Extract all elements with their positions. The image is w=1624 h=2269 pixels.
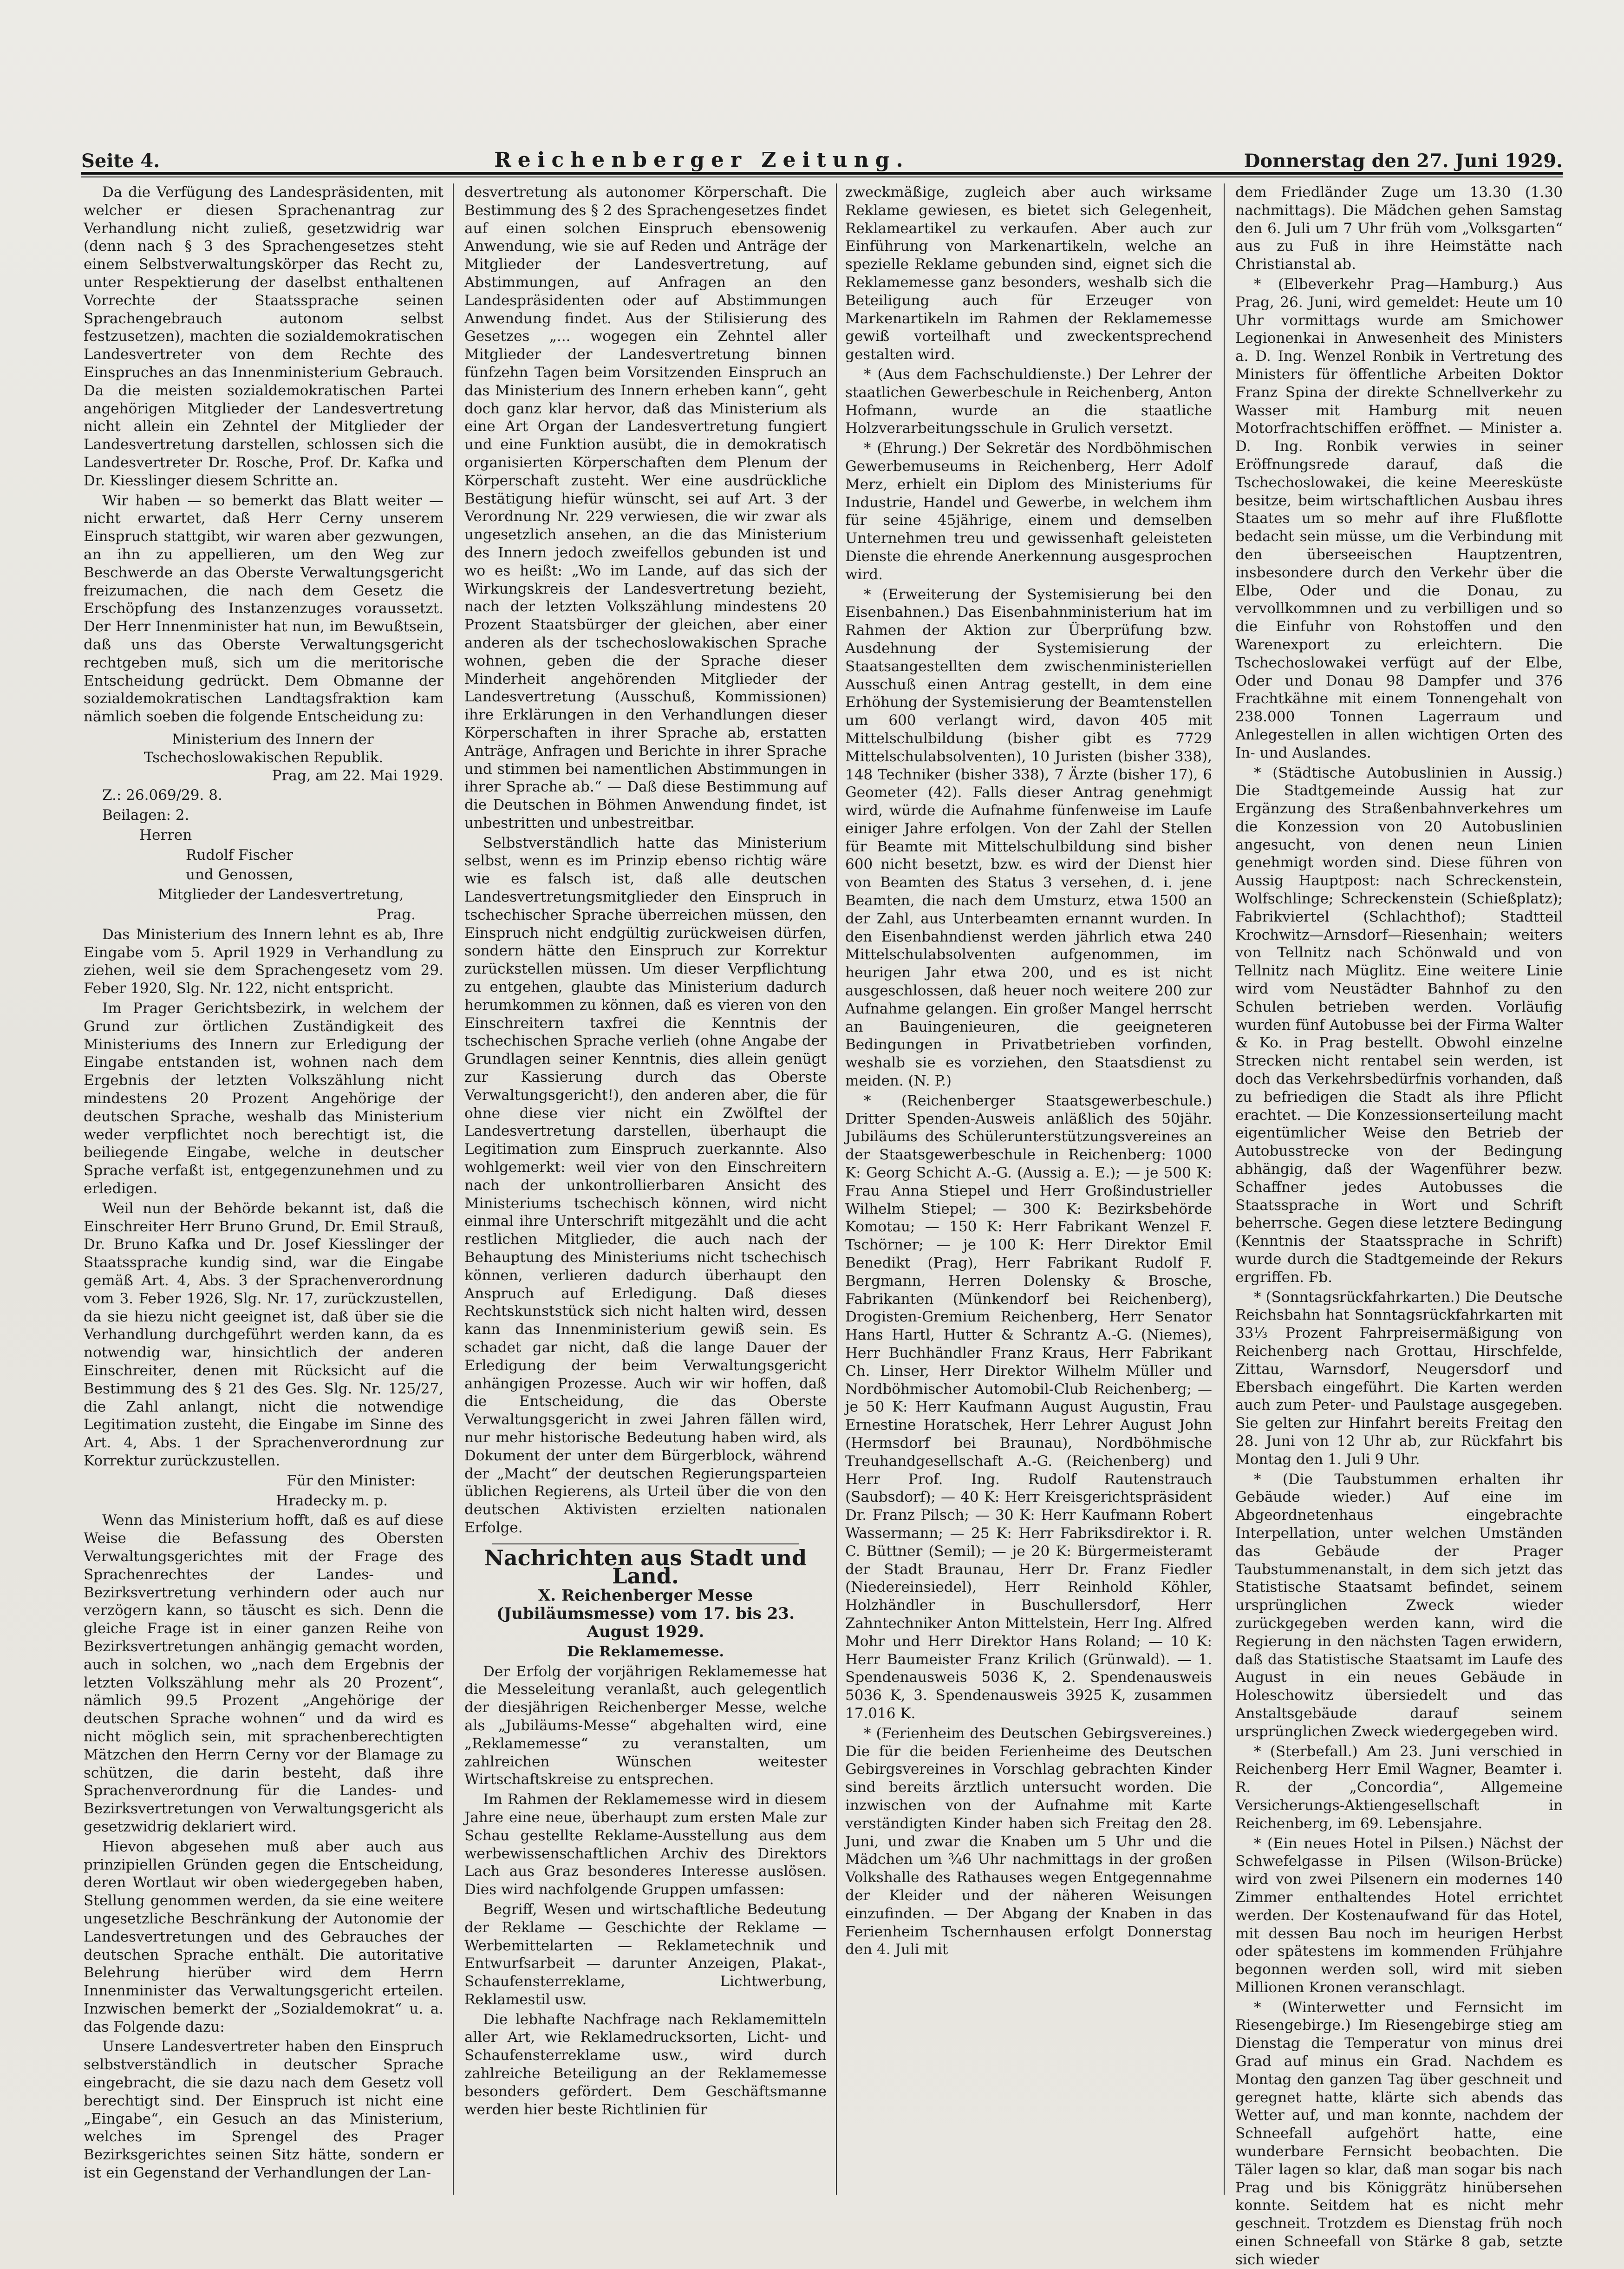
- news-item: * (Erweiterung der Systemisierung bei den Eisenbahnen.) Das Eisenbahnministerium hat im Rahmen der Aktion zur Überprüfung bzw. Ausdehnung der Systemisierung der Staatsangestellten dem zwischenministeriellen Ausschuß einen Antrag gestellt, in dem eine Erhöhung der Systemisierung der Beamtenstellen um 600 verlangt wird, davon 405 mit Mittelschulbildung (bisher gibt es 7729 Mittelschulabsolventen), 10 Juristen (bisher 338), 148 Techniker (bisher 338), 7 Ärzte (bisher 17), 6 Geometer (42). Falls dieser Antrag genehmigt wird, würde die Aufnahme fünfenweise im Laufe einiger Jahre erfolgen. Von der Zahl der Stellen für Beamte mit Mittelschulbildung sind bisher 600 nicht besetzt, bzw. es wird der Dienst hier von Beamten des Status 3 versehen, d. i. jene Beamten, die nach dem Umsturz, etwa 1500 an der Zahl, aus Unterbeamten ernannt wurden. In den Eisenbahndienst werden jährlich etwa 240 Mittelschulabsolventen aufgenommen, im heurigen Jahr etwa 200, und es ist nicht ausgeschlossen, daß heuer noch weitere 200 zur Aufnahme gelangen. Ein großer Mangel herrscht an Bauingenieuren, die geeigneteren Bedingungen in Privatbetrieben vorfinden, weshalb sie es vorziehen, den Staatsdienst zu meiden. (N. P.): [845, 586, 1212, 1090]
- section-divider: [492, 1543, 799, 1544]
- letter-sender: Ministerium des Innern der Tschechoslowakischen Republik.: [143, 731, 384, 766]
- article-paragraph: desvertretung als autonomer Körperschaft. Die Bestimmung des § 2 des Sprachengesetzes findet auf einen solchen Einspruch ebensowenig Anwendung, wie sie auf Reden und Anträge der Mitglieder der Landesvertretung, auf Abstimmungen, auf Anfragen an den Landespräsidenten oder auf Abstimmungen Anwendung findet. Aus der Stilisierung des Gesetzes „... wogegen ein Zehntel aller Mitglieder der Landesvertretung binnen fünfzehn Tagen beim Vorsitzenden Einspruch an das Ministerium des Innern erheben kann“, geht doch ganz klar hervor, daß das Ministerium als eine Art Organ der Landesvertretung fungiert und eine Funktion ausübt, die in demokratisch organisierten Körperschaften dem Plenum der Körperschaft zusteht. Wer eine ausdrückliche Bestätigung hiefür wünscht, sei auf Art. 3 der Verordnung Nr. 229 verwiesen, die wir zwar als ungesetzlich ansehen, an die das Ministerium des Innern jedoch zweifellos gebunden ist und wo es heißt: „Wo im Lande, auf das sich der Wirkungskreis der Landesvertretung bezieht, nach der letzten Volkszählung mindestens 20 Prozent Staatsbürger der gleichen, aber einer anderen als der tschechoslowakischen Sprache wohnen, geben die der Sprache dieser Minderheit angehörenden Mitglieder der Landesvertretung (Ausschuß, Kommissionen) ihre Erklärungen in den Verhandlungen dieser Körperschaften in ihrer Sprache ab, erstatten Anträge, Anfragen und Berichte in ihrer Sprache und stimmen bei namentlichen Abstimmungen in ihrer Sprache ab.“ — Daß diese Bestimmung auf die Deutschen in Böhmen Anwendung findet, ist unbestritten und unbestreitbar.: [464, 184, 827, 831]
- news-item: * (Ehrung.) Der Sekretär des Nordböhmischen Gewerbemuseums in Reichenberg, Herr Adolf Merz, erhielt ein Diplom des Ministeriums für Industrie, Handel und Gewerbe, in welchem ihm für seine 45jährige, einem und demselben Unternehmen treu und gewissenhaft geleisteten Dienste die ehrende Anerkennung ausgesprochen wird.: [845, 440, 1212, 583]
- article-paragraph: Begriff, Wesen und wirtschaftliche Bedeutung der Reklame — Geschichte der Reklame — Werbemittelarten — Reklametechnik und Entwurfsarbeit — darunter Anzeigen, Plakat-, Schaufensterreklame, Lichtwerbung, Reklamestil usw.: [464, 1901, 827, 2008]
- news-item: * (Reichenberger Staatsgewerbeschule.) Dritter Spenden-Ausweis anläßlich des 50jähr. Jubiläums des Schülerunterstützungsvereines an der Staatsgewerbeschule in Reichenberg: 1000 K: Georg Schicht A.-G. (Aussig a. E.); — je 500 K: Frau Anna Stiepel und Herr Großindustrieller Wilhelm Stiepel; — 300 K: Bezirksbehörde Komotau; — 150 K: Herr Fabrikant Wenzel F. Tschörner; — je 100 K: Herr Direktor Emil Benedikt (Prag), Herr Fabrikant Rudolf F. Bergmann, Herren Dolensky & Brosche, Fabrikanten (Münkendorf bei Reichenberg), Drogisten-Gremium Reichenberg, Herr Senator Hans Hartl, Hutter & Schrantz A.-G. (Niemes), Herr Buchhändler Franz Kraus, Herr Fabrikant Ch. Linser, Herr Direktor Wilhelm Müller und Nordböhmischer Automobil-Club Reichenberg; — je 50 K: Herr Kaufmann August Augustin, Frau Ernestine Horatschek, Herr Lehrer August John (Hermsdorf bei Braunau), Nordböhmische Treuhandgesellschaft A.-G. (Reichenberg) und Herr Prof. Ing. Rudolf Rautenstrauch (Saubsdorf); — 40 K: Herr Kreisgerichtspräsident Dr. Franz Pilsch; — 30 K: Herr Kaufmann Robert Wassermann; — 25 K: Herr Fabriksdirektor i. R. C. Büttner (Semil); — je 20 K: Bürgermeisteramt der Stadt Braunau, Herr Dr. Franz Fiedler (Niedereinsiedel), Herr Reinhold Köhler, Holzhändler in Buschullersdorf, Herr Zahntechniker Anton Mittelstein, Herr Ing. Alfred Mohr und Herr Direktor Hans Roland; — 10 K: Herr Baumeister Franz Krilich (Grünwald). — 1. Spendenausweis 5036 K, 2. Spendenausweis 5036 K, 3. Spendenausweis 3925 K, zusammen 17.016 K.: [845, 1092, 1212, 1722]
- column-2: [464, 183, 827, 2199]
- newspaper-title: Reichenberger Zeitung.: [494, 148, 910, 172]
- article-paragraph: Selbstverständlich hatte das Ministerium selbst, wenn es im Prinzip ebenso richtig wäre wie es falsch ist, daß alle deutschen Landesvertretungsmitglieder den Einspruch in tschechischer Sprache überreichen müssen, den Einspruch nicht endgültig zurückweisen dürfen, sondern hätte den Einspruch zur Korrektur zurückstellen müssen. Um dieser Verpflichtung zu entgehen, glaubte das Ministerium dadurch herumkommen zu können, daß es vieren von den Einschreitern taxfrei die Kenntnis der tschechischen Sprache verlieh (ohne Angabe der Grundlagen seiner Kenntnis, dies allein genügt zur Kassierung durch das Oberste Verwaltungsgericht!), den anderen aber, die für ohne diese vier nicht ein Zwölftel der Landesvertretung darstellen, überhaupt die Legitimation zum Einspruch zuerkannte. Also wohlgemerkt: weil vier von den Einschreitern nach der unkontrollierbaren Ansicht des Ministeriums tschechisch können, wird nicht einmal ihre Unterschrift mitgezählt und die acht restlichen Mitglieder, die auch nach der Behauptung des Ministeriums nicht tschechisch können, verlieren dadurch überhaupt den Anspruch auf Erledigung. Daß dieses Rechtskunststück sich nicht halten wird, dessen kann das Innenministerium gewiß sein. Es schadet gar nicht, daß die lange Dauer der Erledigung der beim Verwaltungsgericht anhängigen Prozesse. Auch wir wir hoffen, daß die Entscheidung, die das Oberste Verwaltungsgericht in zwei Jahren fällen wird, nur mehr historische Bedeutung haben wird, als Dokument der unter dem Bürgerblock, während der „Macht“ der deutschen Regierungsparteien üblichen Regierens, als Urteil über die von den deutschen Aktivisten erzielten nationalen Erfolge.: [464, 834, 827, 1536]
- article-paragraph: Im Rahmen der Reklamemesse wird in diesem Jahre eine neue, überhaupt zum ersten Male zur Schau gestellte Reklame-Ausstellung aus dem werbewissenschaftlichen Archiv des Direktors Lach aus Graz besonderes Interesse auslösen. Dies wird nachfolgende Gruppen umfassen:: [464, 1791, 827, 1898]
- news-item: * (Die Taubstummen erhalten ihr Gebäude wieder.) Auf eine im Abgeordnetenhaus eingebrachte Interpellation, unter welchen Umständen das Gebäude der Prager Taubstummenanstalt, in dem sich jetzt das Statistische Staatsamt befindet, seinem ursprünglichen Zweck wieder zurückgegeben werden kann, wird die Regierung in den nächsten Tagen erwidern, daß das Statistische Staatsamt im Laufe des August in ein neues Gebäude in Holeschowitz übersiedelt und das Anstaltsgebäude darauf seinem ursprünglichen Zweck wiedergegeben wird.: [1235, 1471, 1563, 1740]
- column-divider: [1224, 183, 1225, 2195]
- article-paragraph: Der Erfolg der vorjährigen Reklamemesse hat die Messeleitung veranlaßt, auch gelegentlich der diesjährigen Reichenberger Messe, welche als „Jubiläums-Messe“ abgehalten wird, eine „Reklamemesse“ zu veranstalten, um zahlreichen Wünschen weitester Wirtschaftskreise zu entsprechen.: [464, 1663, 827, 1788]
- news-item: * (Aus dem Fachschuldienste.) Der Lehrer der staatlichen Gewerbeschule in Reichenberg, Anton Hofmann, wurde an die staatliche Holzverarbeitungsschule in Grulich versetzt.: [845, 366, 1212, 437]
- page-header: [81, 139, 1563, 172]
- news-item: * (Sterbefall.) Am 23. Juni verschied in Reichenberg Herr Emil Wagner, Beamter i. R. der „Concordia“, Allgemeine Versicherungs-Aktiengesellschaft in Reichenberg, im 69. Lebensjahre.: [1235, 1743, 1563, 1832]
- article-paragraph: Die lebhafte Nachfrage nach Reklamemitteln aller Art, wie Reklamedrucksorten, Licht- und Schaufensterreklame usw., wird durch zahlreiche Beteiligung an der Reklamemesse besonders gefördert. Dem Geschäftsmanne werden hier beste Richtlinien für: [464, 2011, 827, 2118]
- column-divider: [453, 183, 454, 2195]
- letter-reference: Z.: 26.069/29. 8.: [102, 787, 222, 804]
- article-paragraph: zweckmäßige, zugleich aber auch wirksame Reklame gewiesen, es bietet sich Gelegenheit, Reklameartikel zu verkaufen. Aber auch zur Einführung von Markenartikeln, welche an spezielle Reklame gebunden sind, eignet sich die Reklamemesse ganz besonders, weshalb sich die Beteiligung auch für Erzeuger von Markenartikeln im Rahmen der Reklamemesse gewiß vorteilhaft und zweckentsprechend gestalten wird.: [845, 184, 1212, 363]
- article-paragraph: Wenn das Ministerium hofft, daß es auf diese Weise die Befassung des Obersten Verwaltungsgerichtes mit der Frage des Sprachenrechtes der Landes- und Bezirksvertretung verhindern oder auch nur verzögern kann, so täuscht es sich. Denn die gleiche Frage ist in einer ganzen Reihe von Bezirksvertretungen anhängig gemacht worden, auch in solchen, wo „nach dem Ergebnis der letzten Volkszählung mehr als 20 Prozent“, nämlich 99.5 Prozent „Angehörige der deutschen Sprache wohnen“ und da wird es nicht möglich sein, mit sprachenberechtigten Mätzchen den Herrn Cerny vor der Blamage zu schützen, die darin besteht, daß ihre Sprachenverordnung für die Landes- und Bezirksvertretungen von Verwaltungsgericht als gesetzwidrig deklariert wird.: [84, 1512, 444, 1835]
- article-paragraph: Unsere Landesvertreter haben den Einspruch selbstverständlich in deutscher Sprache eingebracht, die sie dazu nach dem Gesetz voll berechtigt sind. Der Einspruch ist nicht eine „Eingabe“, ein Gesuch an das Ministerium, welches im Sprengel des Prager Bezirksgerichtes seinen Sitz hätte, sondern er ist ein Gegenstand der Verhandlungen der Lan-: [84, 2038, 444, 2182]
- letter-salutation: Herren: [139, 826, 192, 844]
- article-paragraph: Hievon abgesehen muß aber auch aus prinzipiellen Gründen gegen die Entscheidung, deren Wortlaut wir oben wiedergegeben haben, Stellung genommen werden, da sie eine weitere ungesetzliche Beschränkung der Autonomie der Landesvertretungen und des Gebrauches der deutschen Sprache enthält. Die autoritative Belehrung hierüber wird dem Herrn Innenminister das Verwaltungsgericht erteilen. Inzwischen bemerkt der „Sozialdemokrat“ u. a. das Folgende dazu:: [84, 1838, 444, 2035]
- letter-attachments: Beilagen: 2.: [102, 807, 189, 824]
- issue-date: Donnerstag den 27. Juni 1929.: [1244, 150, 1563, 172]
- column-divider: [836, 183, 837, 2195]
- fair-subheading: Die Reklamemesse.: [567, 1643, 724, 1660]
- news-item: * (Sonntagsrückfahrkarten.) Die Deutsche Reichsbahn hat Sonntagsrückfahrkarten mit 33⅓ Prozent Fahrpreisermäßigung von Reichenberg nach Grottau, Hirschfelde, Zittau, Warnsdorf, Neugersdorf und Ebersbach eingeführt. Die Karten werden auch zum Peter- und Paulstage ausgegeben. Sie gelten zur Hinfahrt bereits Freitag den 28. Juni von 12 Uhr ab, zur Rückfahrt bis Montag den 1. Juli 9 Uhr.: [1235, 1288, 1563, 1468]
- letter-addressee: Rudolf Fischer: [186, 846, 293, 863]
- letter-place-date: Prag, am 22. Mai 1929.: [272, 767, 444, 784]
- column-1: [84, 183, 444, 2199]
- news-item: * (Winterwetter und Fernsicht im Riesengebirge.) Im Riesengebirge stieg am Dienstag die Temperatur von minus drei Grad auf minus ein Grad. Nachdem es Montag den ganzen Tag über geschneit und geregnet hatte, klärte sich abends das Wetter auf, und man konnte, nachdem der Schneefall aufgehört hatte, eine wunderbare Fernsicht beobachten. Die Täler lagen so klar, daß man sogar bis nach Prag und bis Königgrätz hinübersehen konnte. Seitdem hat es nicht mehr geschneit. Trotzdem es Dienstag früh noch einen Schneefall von Stärke 8 gab, setzte sich wieder: [1235, 1999, 1563, 2268]
- letter-signoff: Für den Minister:: [287, 1472, 416, 1489]
- letter-body: Weil nun der Behörde bekannt ist, daß die Einschreiter Herr Bruno Grund, Dr. Emil Strauß, Dr. Bruno Kafka und Dr. Josef Kiesslinger der Staatssprache kundig sind, war die Eingabe gemäß Art. 4, Abs. 3 der Sprachenverordnung vom 3. Feber 1926, Slg. Nr. 17, zurückzustellen, da sie hiezu nicht geeignet ist, daß über sie die Verhandlung durchgeführt werden kann, da es notwendig war, hinsichtlich der anderen Einschreiter, denen mit Rücksicht auf die Bestimmung des § 21 des Ges. Slg. Nr. 125/27, die Zahl anlangt, nicht die notwendige Legitimation zusteht, die Eingabe im Sinne des Art. 4, Abs. 1 der Sprachenverordnung zur Korrektur zurückzustellen.: [84, 1200, 444, 1469]
- letter-addressee: Mitglieder der Landesvertretung,: [158, 886, 404, 903]
- column-3: [845, 183, 1212, 2199]
- letter-body: Im Prager Gerichtsbezirk, in welchem der Grund zur örtlichen Zuständigkeit des Ministeriums des Innern zur Erledigung der Eingabe entstanden ist, wohnen nach dem Ergebnis der letzten Volkszählung nicht mindestens 20 Prozent Angehörige der deutschen Sprache, weshalb das Ministerium weder verpflichtet noch berechtigt ist, die beiliegende Eingabe, welche in deutscher Sprache verfaßt ist, entgegenzunehmen und zu erledigen.: [84, 1000, 444, 1197]
- section-heading: Nachrichten aus Stadt und Land.: [484, 1545, 807, 1589]
- news-item: * (Städtische Autobuslinien in Aussig.) Die Stadtgemeinde Aussig hat zur Ergänzung des Straßenbahnverkehres um die Konzession von 20 Autobuslinien angesucht, von denen neun Linien genehmigt worden sind. Diese führen von Aussig Hauptpost: nach Schreckenstein, Wolfschlinge; Schreckenstein (Schießplatz); Fabrikviertel (Schlachthof); Stadtteil Krochwitz—Arnsdorf—Riesenhain; weiters von Tellnitz nach Schönwald und von Tellnitz nach Müglitz. Eine weitere Linie wird vom Neustädter Bahnhof zu den Schulen betrieben werden. Vorläufig wurden fünf Autobusse bei der Firma Walter & Ko. in Prag bestellt. Obwohl einzelne Strecken nicht rentabel sein werden, ist doch das Verkehrsbedürfnis vorhanden, daß zu befriedigen die Stadt als ihre Pflicht erachtet. — Die Konzessionserteilung macht eigentümlicher Weise den Betrieb der Autobusstrecke von der Bedingung abhängig, daß der Wagenführer bezw. Schaffner jedes Autobusses die Staatssprache in Wort und Schrift beherrsche. Gegen diese letztere Bedingung (Kenntnis der Staatssprache in Schrift) wurde durch die Stadtgemeinde der Rekurs ergriffen. Fb.: [1235, 764, 1563, 1286]
- article-paragraph: Da die Verfügung des Landespräsidenten, mit welcher er diesen Sprachenantrag zur Verhandlung nicht zuließ, gesetzwidrig war (denn nach § 3 des Sprachengesetzes steht einem Selbstverwaltungskörper das Recht zu, unter Respektierung der daselbst enthaltenen Vorrechte der Staatssprache seinen Sprachengebrauch autonom selbst festzusetzen), machten die sozialdemokratischen Landesvertreter von dem Rechte des Einspruches an das Innenministerium Gebrauch. Da die meisten sozialdemokratischen Partei angehörigen Mitglieder der Landesvertretung nicht allein ein Zehntel der Mitglieder der Landesvertretung darstellen, schlossen sich die Landesvertreter Dr. Rosche, Prof. Dr. Kafka und Dr. Kiesslinger diesem Schritte an.: [84, 184, 444, 489]
- letter-addressee: Prag.: [377, 906, 416, 923]
- news-item: * (Ein neues Hotel in Pilsen.) Nächst der Schwefelgasse in Pilsen (Wilson-Brücke) wird von zwei Pilsenern ein modernes 140 Zimmer enthaltendes Hotel errichtet werden. Der Kostenaufwand für das Hotel, mit dessen Bau noch im heurigen Herbst oder spätestens im kommenden Frühjahre begonnen werden soll, wird mit sieben Millionen Kronen veranschlagt.: [1235, 1835, 1563, 1996]
- letter-signature: Hradecky m. p.: [276, 1492, 388, 1509]
- news-item: * (Ferienheim des Deutschen Gebirgsvereines.) Die für die beiden Ferienheime des Deutschen Gebirgsvereines in Vorschlag gebrachten Kinder sind bereits ärztlich untersucht worden. Die inzwischen von der Aufnahme mit Karte verständigten Kinder haben sich Freitag den 28. Juni, und zwar die Knaben um 5 Uhr und die Mädchen um ¾6 Uhr nachmittags in der großen Volkshalle des Rathauses wegen Entgegennahme der Kleider und der näheren Weisungen einzufinden. — Der Abgang der Knaben in das Ferienheim Tschernhausen erfolgt Donnerstag den 4. Juli mit: [845, 1725, 1212, 1958]
- news-item: * (Elbeverkehr Prag—Hamburg.) Aus Prag, 26. Juni, wird gemeldet: Heute um 10 Uhr vormittags wurde am Smichower Legionenkai in Anwesenheit des Ministers a. D. Ing. Wenzel Ronbik in Vertretung des Ministers für öffentliche Arbeiten Doktor Franz Spina der direkte Schnellverkehr zu Wasser mit Hamburg mit neuen Motorfrachtschiffen eröffnet. — Minister a. D. Ing. Ronbik verwies in seiner Eröffnungsrede darauf, daß die Tschechoslowakei, die keine Meeresküste besitze, beim wirtschaftlichen Ausbau ihres Staates um so mehr auf ihre Flußflotte bedacht sein müsse, um die Verbindung mit den überseeischen Hauptzentren, insbesondere durch den Verkehr über die Elbe, Oder und die Donau, zu vervollkommnen und zu verbilligen und so die Einfuhr von Rohstoffen und den Warenexport zu erleichtern. Die Tschechoslowakei verfügt auf der Elbe, Oder und Donau 98 Dampfer und 376 Frachtkähne mit einem Tonnengehalt von 238.000 Tonnen Lagerraum und Anlegestellen in allen wichtigen Orten des In- und Auslandes.: [1235, 275, 1563, 761]
- letter-body: Das Ministerium des Innern lehnt es ab, Ihre Eingabe vom 5. April 1929 in Verhandlung zu ziehen, weil sie dem Sprachengesetz vom 29. Feber 1920, Slg. Nr. 122, nicht entspricht.: [84, 926, 444, 997]
- article-paragraph: Wir haben — so bemerkt das Blatt weiter — nicht erwartet, daß Herr Cerny unserem Einspruch stattgibt, wir waren aber gezwungen, an ihn zu appellieren, um den Weg zur Beschwerde an das Oberste Verwaltungsgericht freizumachen, die nach dem Gesetz die Erschöpfung des Instanzenzuges voraussetzt. Der Herr Innenminister hat nun, im Bewußtsein, daß uns das Oberste Verwaltungsgericht rechtgeben muß, sich um die meritorische Entscheidung gedrückt. Dem Obmanne der sozialdemokratischen Landtagsfraktion kam nämlich soeben die folgende Entscheidung zu:: [84, 492, 444, 726]
- page-number: Seite 4.: [81, 150, 160, 172]
- letter-addressee: und Genossen,: [186, 866, 293, 883]
- header-rule: [81, 172, 1563, 175]
- article-paragraph: dem Friedländer Zuge um 13.30 (1.30 nachmittags). Die Mädchen gehen Samstag den 6. Juli um 7 Uhr früh vom „Volksgarten“ aus zu Fuß in ihre Heimstätte nach Christianstal ab.: [1235, 184, 1563, 273]
- fair-heading: X. Reichenberger Messe (Jubiläumsmesse) vom 17. bis 23. August 1929.: [496, 1586, 795, 1641]
- column-4: [1235, 183, 1563, 2268]
